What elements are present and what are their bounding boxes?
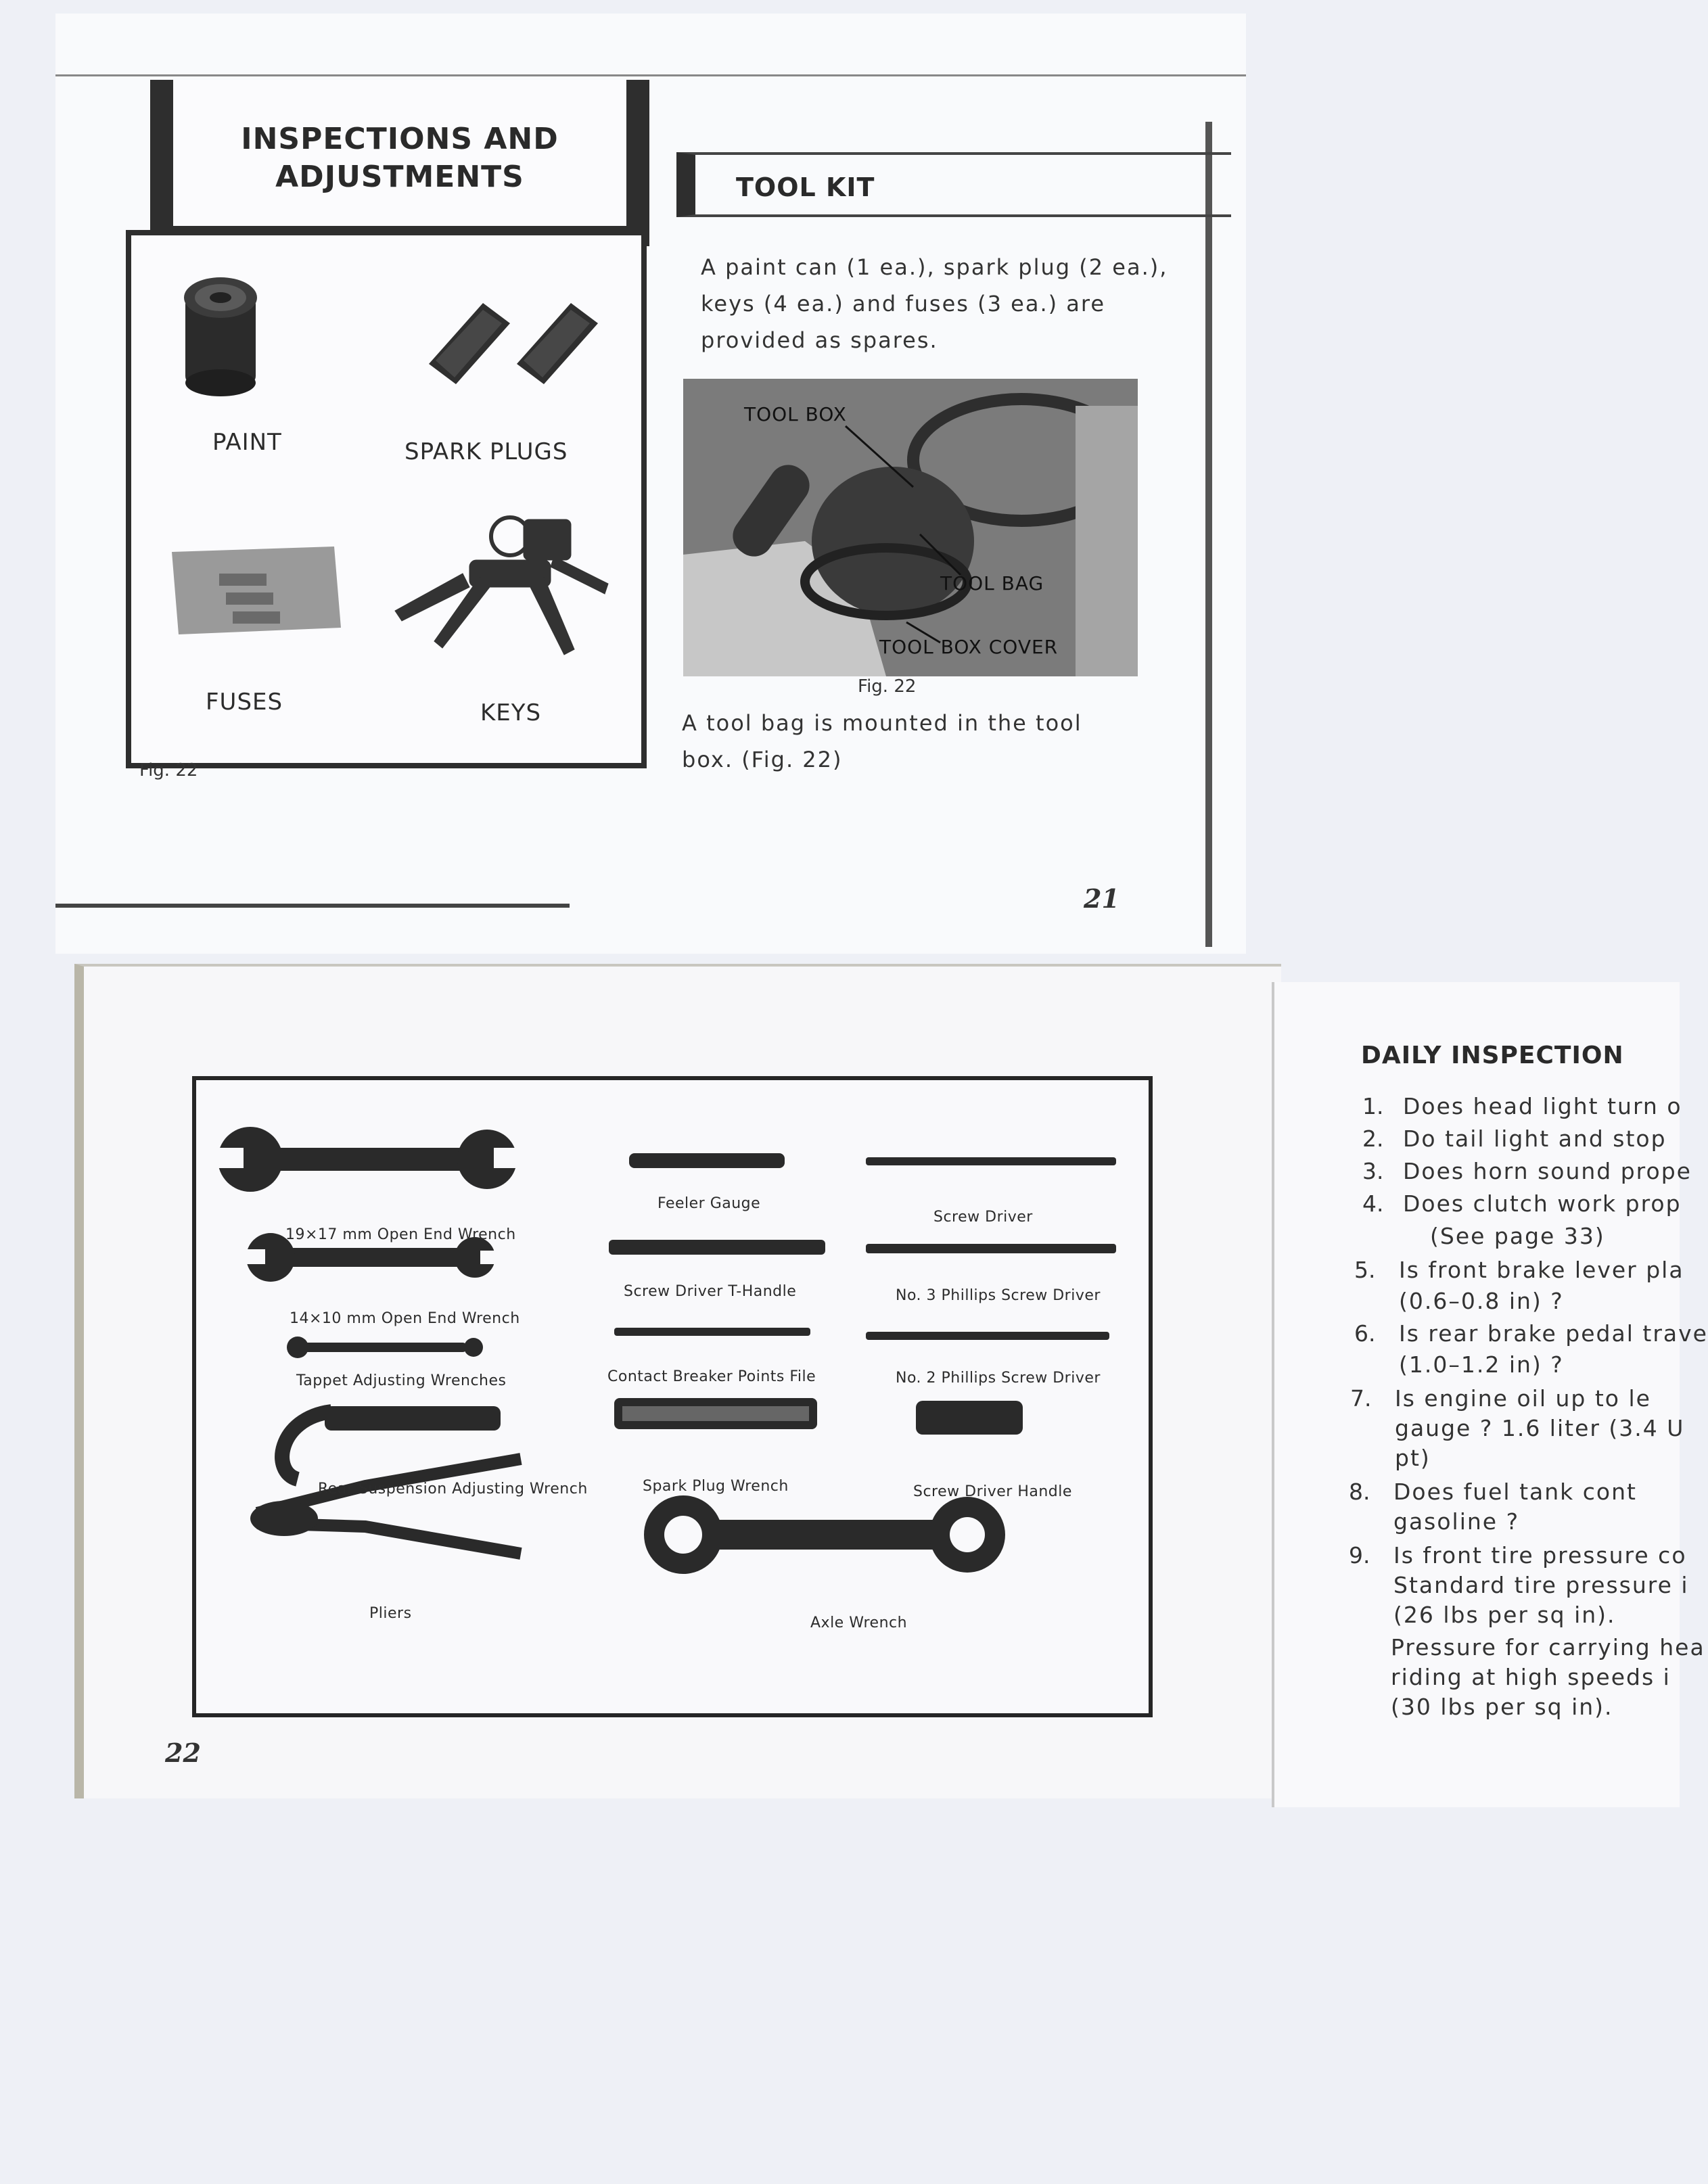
tappet-wrench-image (287, 1337, 483, 1358)
paint-can-image (184, 277, 257, 396)
item-number: 3. (1362, 1158, 1384, 1184)
t-handle-image (609, 1240, 825, 1255)
keys-image (395, 517, 608, 655)
daily-inspection-title: DAILY INSPECTION (1361, 1042, 1624, 1069)
checklist-item-continued: riding at high speeds i (1391, 1664, 1671, 1690)
item-number: 9. (1349, 1542, 1370, 1569)
tool-label-phillips-2: No. 2 Phillips Screw Driver (896, 1370, 1101, 1387)
checklist-item: Is front brake lever pla (1399, 1257, 1684, 1283)
section-title: TOOL KIT (736, 172, 875, 202)
item-number: 1. (1362, 1093, 1384, 1119)
contact-file-image (614, 1328, 810, 1336)
tool-box-cover-callout: TOOL BOX COVER (879, 636, 1059, 658)
item-number: 6. (1354, 1320, 1376, 1347)
page-edge (1205, 122, 1212, 947)
tool-label-phillips-3: No. 3 Phillips Screw Driver (896, 1287, 1101, 1304)
axle-wrench-image (644, 1495, 1005, 1574)
paint-label: PAINT (212, 429, 282, 456)
tool-label-tappet: Tappet Adjusting Wrenches (296, 1372, 507, 1389)
section-title-box (150, 80, 649, 246)
page-number: 22 (165, 1738, 201, 1768)
wrench-19-17-image (216, 1127, 521, 1192)
item-number: 7. (1350, 1385, 1372, 1412)
spark-plugs-label: SPARK PLUGS (405, 438, 568, 465)
phillips-2-image (866, 1332, 1109, 1340)
checklist-item-continued: Pressure for carrying hea (1391, 1634, 1705, 1660)
tool-box-callout: TOOL BOX (744, 403, 847, 425)
checklist-item-continued: (0.6–0.8 in) ? (1399, 1288, 1564, 1314)
tool-label-feeler-gauge: Feeler Gauge (657, 1195, 761, 1212)
tool-kit-figure (192, 1076, 1153, 1717)
fuses-label: FUSES (206, 689, 283, 716)
checklist-item: Does head light turn o (1403, 1093, 1682, 1119)
tool-kit-header (676, 152, 1231, 217)
page-23 (1272, 982, 1708, 1807)
checklist-item-continued: (26 lbs per sq in). (1393, 1602, 1616, 1628)
checklist-item: Does fuel tank cont (1393, 1479, 1637, 1505)
tool-label-t-handle: Screw Driver T-Handle (624, 1283, 797, 1300)
tool-label-screw-driver-handle: Screw Driver Handle (913, 1483, 1072, 1500)
tool-label-screw-driver: Screw Driver (933, 1209, 1033, 1226)
tool-label-spark-plug-wrench: Spark Plug Wrench (643, 1478, 789, 1495)
figure-caption-left: Fig. 22 (139, 760, 198, 781)
item-number: 5. (1354, 1257, 1376, 1283)
item-number: 4. (1362, 1190, 1384, 1217)
checklist-item-continued: (See page 33) (1430, 1223, 1605, 1249)
page-title: INSPECTIONS AND ADJUSTMENTS (241, 122, 559, 194)
spare-parts-figure (126, 230, 647, 768)
spark-plugs-image (429, 303, 598, 384)
keys-label: KEYS (480, 699, 542, 726)
phillips-3-image (866, 1244, 1116, 1253)
checklist-item-continued: (1.0–1.2 in) ? (1399, 1351, 1564, 1378)
checklist-item: Do tail light and stop (1403, 1125, 1667, 1152)
checklist-item: Is engine oil up to le (1395, 1385, 1651, 1412)
spare-parts-illustration (131, 235, 641, 763)
checklist-item-continued: (30 lbs per sq in). (1391, 1694, 1613, 1720)
figure-caption-right: Fig. 22 (858, 676, 917, 697)
checklist-item-continued: gasoline ? (1393, 1508, 1520, 1535)
item-number: 2. (1362, 1125, 1384, 1152)
checklist-item: Does clutch work prop (1403, 1190, 1682, 1217)
checklist-item: Does horn sound prope (1403, 1158, 1692, 1184)
tool-label-wrench-14-10: 14×10 mm Open End Wrench (290, 1310, 520, 1327)
spark-plug-wrench-image (614, 1398, 817, 1429)
tool-label-pliers: Pliers (369, 1605, 412, 1622)
checklist-item: Is rear brake pedal trave (1399, 1320, 1708, 1347)
item-number: 8. (1349, 1479, 1370, 1505)
tool-bag-note: A tool bag is mounted in the tool box. (Fig. 22) (682, 710, 1082, 772)
checklist-item: Is front tire pressure co (1393, 1542, 1687, 1569)
checklist-item-continued: Standard tire pressure i (1393, 1572, 1689, 1598)
screw-driver-handle-image (916, 1401, 1023, 1435)
page-22 (74, 964, 1281, 1798)
tool-label-wrench-19-17: 19×17 mm Open End Wrench (285, 1226, 516, 1243)
screw-driver-image (866, 1157, 1116, 1165)
intro-paragraph: A paint can (1 ea.), spark plug (2 ea.), keys (4 ea.) and fuses (3 ea.) are provided as spares. (701, 254, 1168, 353)
fuses-image (172, 547, 341, 634)
tool-label-axle-wrench: Axle Wrench (810, 1614, 908, 1631)
tools-illustration (196, 1080, 1149, 1713)
page-21 (55, 14, 1246, 954)
tool-label-rear-suspension: Rear Suspension Adjusting Wrench (318, 1481, 588, 1497)
feeler-gauge-image (629, 1153, 785, 1168)
tool-box-photo (683, 379, 1138, 676)
page-number: 21 (1084, 883, 1120, 914)
checklist-item-continued: pt) (1395, 1445, 1431, 1471)
page-rule-bottom (55, 904, 570, 908)
checklist-item-continued: gauge ? 1.6 liter (3.4 U (1395, 1415, 1685, 1441)
page-rule (55, 74, 1246, 76)
tool-bag-callout: TOOL BAG (940, 572, 1044, 595)
tool-label-contact-file: Contact Breaker Points File (607, 1368, 816, 1385)
